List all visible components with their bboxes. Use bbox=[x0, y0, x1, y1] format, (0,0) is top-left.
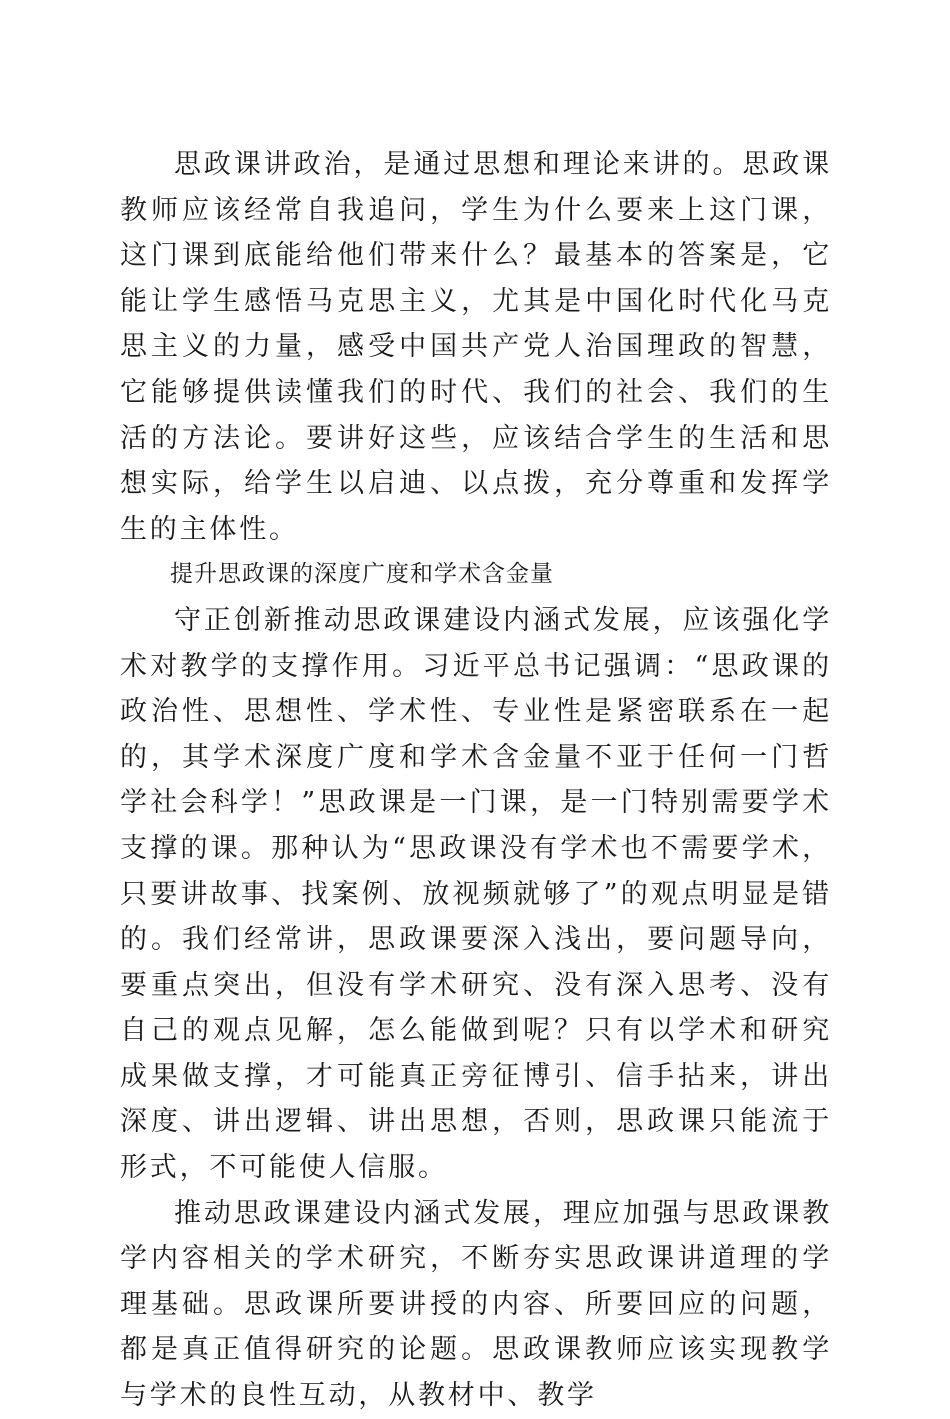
body-paragraph: 推动思政课建设内涵式发展，理应加强与思政课教学内容相关的学术研究，不断夯实思政课讲道理的学理基础。思政课所要讲授的内容、所要回应的问题，都是真正值得研究的论题。思政课教师应该实现教学与学术的良性互动，从教材中、教学 bbox=[120, 1197, 832, 1412]
body-paragraph: 守正创新推动思政课建设内涵式发展，应该强化学术对教学的支撑作用。习近平总书记强调：“思政课的政治性、思想性、学术性、专业性是紧密联系在一起的，其学术深度广度和学术含金量不亚于任何一门哲学社会科学！”思政课是一门课，是一门特别需要学术支撑的课。那种认为“思政课没有学术也不需要学术，只要讲故事、找案例、放视频就够了”的观点明显是错的。我们经常讲，思政课要深入浅出，要问题导向，要重点突出，但没有学术研究、没有深入思考、没有自己的观点见解，怎么能做到呢？只有以学术和研究成果做支撑，才可能真正旁征博引、信手拈来，讲出深度、讲出逻辑、讲出思想，否则，思政课只能流于形式，不可能使人信服。 bbox=[120, 604, 832, 1184]
document-page bbox=[120, 142, 832, 1419]
body-paragraph: 思政课讲政治，是通过思想和理论来讲的。思政课教师应该经常自我追问，学生为什么要来上这门课，这门课到底能给他们带来什么？最基本的答案是，它能让学生感悟马克思主义，尤其是中国化时代化马克思主义的力量，感受中国共产党人治国理政的智慧，它能够提供读懂我们的时代、我们的社会、我们的生活的方法论。要讲好这些，应该结合学生的生活和思想实际，给学生以启迪、以点拨，充分尊重和发挥学生的主体性。 bbox=[120, 149, 832, 545]
section-heading: 提升思政课的深度广度和学术含金量 bbox=[170, 561, 554, 588]
